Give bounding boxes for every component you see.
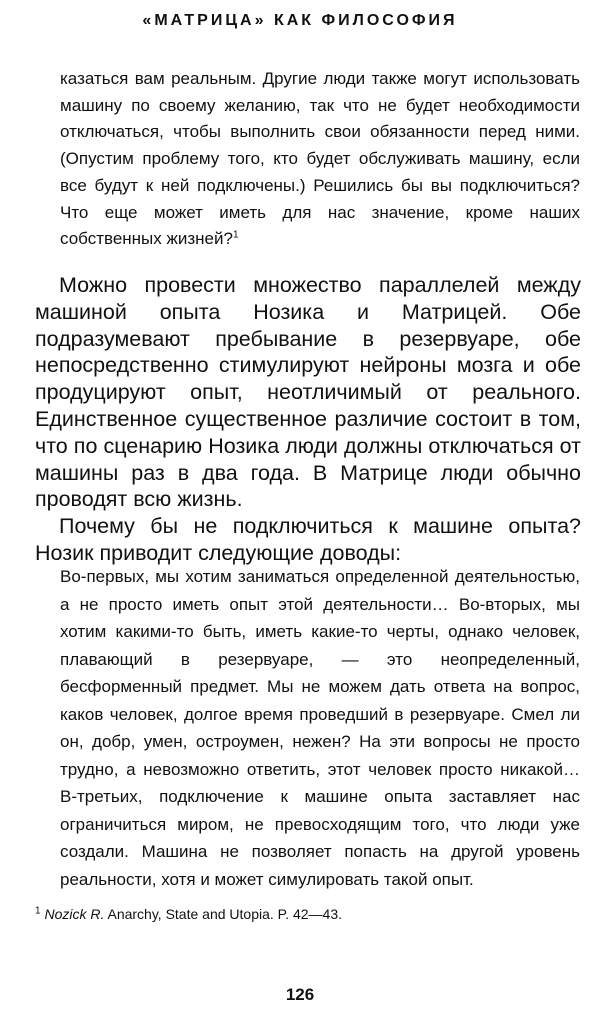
footnote-citation: Anarchy, State and Utopia. P. 42—43.: [107, 906, 343, 922]
quote-nozick-paragraph: Во-первых, мы хотим заниматься определенной деятельностью, а не просто иметь опыт этой деятельности… Во-вторых, мы хотим какими-то быть, иметь какие-то черты, однако человек, плавающий в резервуаре, — это неопределенный, бесформенный предмет. Мы не можем дать ответа на вопрос, каков человек, долгое время проведший в резервуаре. Смел ли он, добр, умен, остроумен, нежен? На эти вопросы не просто трудно, а невозможно ответить, этот человек просто никакой… В-третьих, подключение к машине опыта заставляет нас ограничиться миром, не превосходящим того, что люди уже создали. Машина не позволяет попасть на другой уровень реальности, хотя и может симулировать такой опыт.: [60, 567, 580, 889]
main-text: [35, 272, 581, 567]
footnote-reference: 1: [232, 229, 239, 241]
running-head: «МАТРИЦА» КАК ФИЛОСОФИЯ: [142, 12, 458, 29]
block-quote-nozick: [60, 563, 580, 893]
block-quote-top: [60, 66, 580, 253]
body-paragraph-2: Почему бы не подключиться к машине опыта? Нозик приводит следующие доводы:: [35, 514, 581, 565]
footnote-number: 1: [35, 905, 41, 917]
page-number: 126: [285, 985, 315, 1004]
footnote-author: Nozick R.: [44, 906, 105, 922]
footnote: [35, 906, 581, 922]
quote-top-paragraph: [60, 66, 580, 253]
body-paragraph-1: Можно провести множество параллелей между машиной опыта Нозика и Матрицей. Обе подразумевают пребывание в резервуаре, обе непосредственно стимулируют нейроны мозга и обе продуцируют опыт, неотличимый от реального. Единственное существенное различие состоит в том, что по сценарию Нозика люди должны отключаться от машины раз в два года. В Матрице люди обычно проводят всю жизнь.: [35, 273, 581, 512]
quote-top-text: казаться вам реальным. Другие люди также могут использовать машину по своему желанию, так что не будет необходимости отключаться, чтобы выполнить свои обязанности перед ними. (Опустим проблему того, кто будет обслуживать машину, если все будут к ней подключены.) Решились бы вы подключиться? Что еще может иметь для нас значение, кроме наших собственных жизней?: [60, 69, 580, 249]
